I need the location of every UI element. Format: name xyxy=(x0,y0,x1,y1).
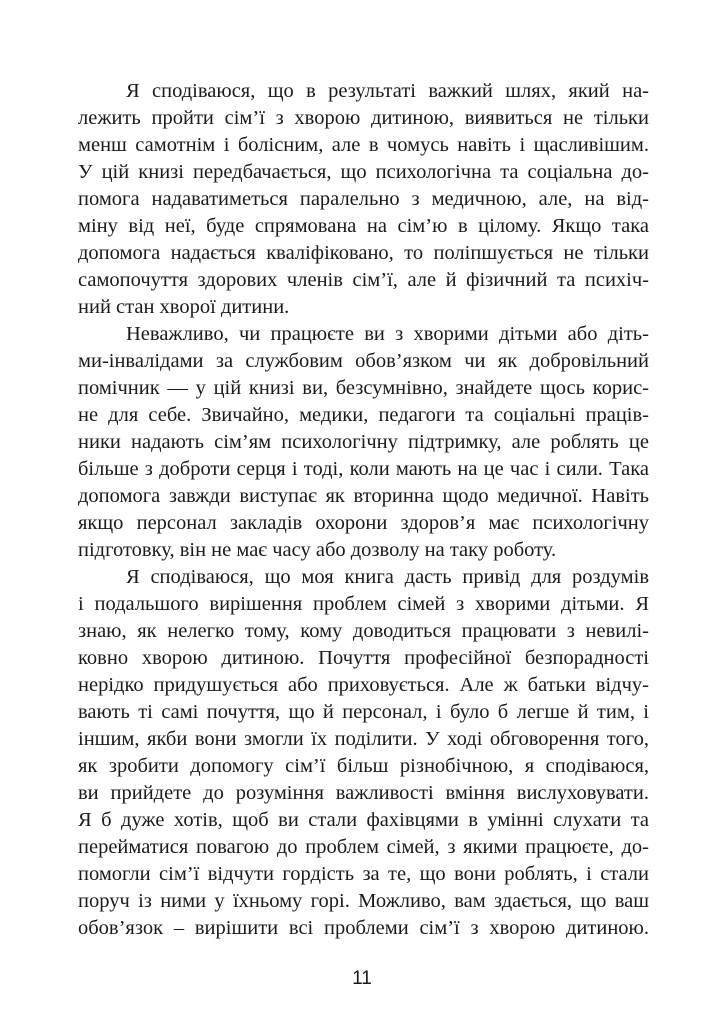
paragraph-1 xyxy=(78,78,649,321)
paragraph-line: менш самотнім і болісним, але в чомусь навіть і щасливішим. xyxy=(78,134,649,156)
paragraph-line: поруч із ними у їхньому горі. Можливо, вам здається, що ваш xyxy=(78,890,649,912)
paragraph-line: У цій книзі передбачається, що психологічна та соціальна до- xyxy=(78,161,649,183)
paragraph-line: перейматися повагою до проблем сімей, з якими працюєте, до- xyxy=(78,836,649,858)
body-text xyxy=(78,78,649,942)
paragraph-line: ми-інвалідами за службовим обов’язком чи як добровільний xyxy=(78,350,649,372)
paragraph-line: Я б дуже хотів, щоб ви стали фахівцями в умінні слухати та xyxy=(78,809,649,831)
paragraph-line: помогли сім’ї відчути гордість за те, що вони роблять, і стали xyxy=(78,863,649,885)
paragraph-line: Я сподіваюся, що в результаті важкий шлях, який на- xyxy=(126,80,649,102)
paragraph-line: допомога завжди виступає як вторинна щодо медичної. Навіть xyxy=(78,485,649,507)
paragraph-line: Я сподіваюся, що моя книга дасть привід для роздумів xyxy=(126,566,649,588)
page-number: 11 xyxy=(352,968,372,989)
paragraph-line: ковно хворою дитиною. Почуття професійної безпорадності xyxy=(78,647,649,669)
paragraph-line: і подальшого вирішення проблем сімей з хворими дітьми. Я xyxy=(78,593,649,615)
paragraph-line: помога надаватиметься паралельно з медичною, але, на від- xyxy=(78,188,649,210)
paragraph-line: допомога надається кваліфіковано, то поліпшується не тільки xyxy=(78,242,649,264)
paragraph-line: лежить пройти сім’ї з хворою дитиною, виявиться не тільки xyxy=(78,107,649,129)
paragraph-line: ви прийдете до розуміння важливості вміння вислуховувати. xyxy=(78,782,649,804)
paragraph-line: самопочуття здорових членів сім’ї, але й фізичний та психіч- xyxy=(78,269,649,291)
paragraph-line: знаю, як нелегко тому, кому доводиться працювати з невилі- xyxy=(78,620,649,642)
paragraph-line: як зробити допомогу сім’ї більш різнобічною, я сподіваюся, xyxy=(78,755,649,777)
paragraph-line: якщо персонал закладів охорони здоров’я має психологічну xyxy=(78,512,649,534)
paragraph-line: більше з доброти серця і тоді, коли мають на це час і сили. Така xyxy=(78,458,649,480)
paragraph-3 xyxy=(78,564,649,942)
paragraph-line: помічник — у цій книзі ви, безсумнівно, знайдете щось корис- xyxy=(78,377,649,399)
paragraph-line: не для себе. Звичайно, медики, педагоги та соціальні праців- xyxy=(78,404,649,426)
paragraph-line: ники надають сім’ям психологічну підтримку, але роблять це xyxy=(78,431,649,453)
paragraph-line: підготовку, він не має часу або дозволу на таку роботу. xyxy=(78,539,557,561)
paragraph-line: Неважливо, чи працюєте ви з хворими дітьми або діть- xyxy=(126,323,649,345)
paragraph-line: іншим, якби вони змогли їх поділити. У ході обговорення того, xyxy=(78,728,649,750)
paragraph-line: вають ті самі почуття, що й персонал, і було б легше й тим, і xyxy=(78,701,649,723)
paragraph-line: обов’язок – вирішити всі проблеми сім’ї з хворою дитиною. xyxy=(78,917,649,939)
paragraph-line: міну від неї, буде спрямована на сім’ю в цілому. Якщо така xyxy=(78,215,649,237)
paragraph-line: нерідко придушується або приховується. Але ж батьки відчу- xyxy=(78,674,649,696)
paragraph-2 xyxy=(78,321,649,564)
paragraph-line: ний стан хворої дитини. xyxy=(78,296,290,318)
